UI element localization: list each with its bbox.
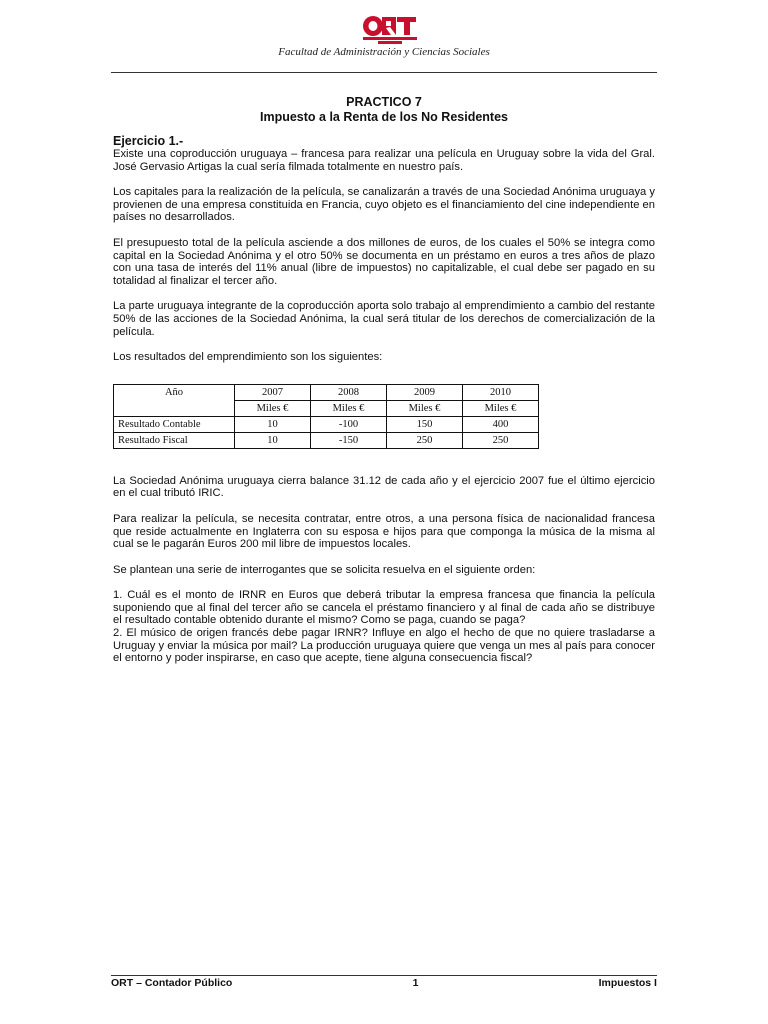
table-unit: Miles € xyxy=(387,400,463,416)
question-item: 1. Cuál es el monto de IRNR en Euros que deberá tributar la empresa francesa que financia la película suponiendo que al final del tercer año se cancela el préstamo financiero y al final de cada año se distribuye el resultado contable obtenido durante el mismo? Como se paga, cuando se paga? xyxy=(113,589,655,627)
table-year: 2007 xyxy=(235,384,311,400)
table-unit: Miles € xyxy=(463,400,539,416)
paragraph-capital: Los capitales para la realización de la película, se canalizarán a través de una Sociedad Anónima uruguaya y provienen de una empresa constituida en Francia, cuyo objeto es el financiamiento del cine independiente en países no desarrollados. xyxy=(113,186,655,224)
page-footer xyxy=(111,975,657,989)
ort-logo xyxy=(360,14,420,46)
table-cell: 10 xyxy=(235,416,311,432)
paragraph-budget: El presupuesto total de la película asciende a dos millones de euros, de los cuales el 50% se integra como capital en la Sociedad Anónima y el otro 50% se documenta en un préstamo en euros a tres años de plazo con una tasa de interés del 11% anual (libre de impuestos) no capitalizable, el cual debe ser pagado en su totalidad al finalizar el tercer año. xyxy=(113,236,655,287)
paragraph-musician: Para realizar la película, se necesita contratar, entre otros, a una persona física de nacionalidad francesa que reside actualmente en Inglaterra con su esposa e hijos para que componga la música de la misma al cual se le pagarán Euros 200 mil libre de impuestos locales. xyxy=(113,512,655,551)
paragraph-questions-intro: Se plantean una serie de interrogantes que se solicita resuelva en el siguiente orden: xyxy=(113,563,536,576)
table-year: 2010 xyxy=(463,384,539,400)
paragraph-results-intro: Los resultados del emprendimiento son los siguientes: xyxy=(113,351,383,364)
table-unit: Miles € xyxy=(235,400,311,416)
footer-right: Impuestos I xyxy=(598,977,657,989)
paragraph-balance: La Sociedad Anónima uruguaya cierra balance 31.12 de cada año y el ejercicio 2007 fue el último ejercicio en el cual tributó IRIC. xyxy=(113,474,655,500)
table-cell: -150 xyxy=(311,432,387,448)
table-cell: 10 xyxy=(235,432,311,448)
paragraph-uruguayan-part: La parte uruguaya integrante de la coproducción aporta solo trabajo al emprendimiento a cambio del restante 50% de las acciones de la Sociedad Anónima, la cual será titular de los derechos de comercialización de la película. xyxy=(113,300,655,338)
footer-left: ORT – Contador Público xyxy=(111,977,233,989)
practice-title: PRACTICO 7 xyxy=(346,95,422,109)
question-item: 2. El músico de origen francés debe pagar IRNR? Influye en algo el hecho de que no quiere trasladarse a Uruguay y enviar la música por mail? La producción uruguaya quiere que venga un mes al país para conocer el entorno y poder inspirarse, en caso que acepte, tiene alguna consecuencia fiscal? xyxy=(113,627,655,665)
table-year: 2009 xyxy=(387,384,463,400)
practice-subtitle: Impuesto a la Renta de los No Residentes xyxy=(260,110,508,124)
results-table xyxy=(113,384,539,449)
table-cell: -100 xyxy=(311,416,387,432)
table-cell: 250 xyxy=(387,432,463,448)
page-number: 1 xyxy=(412,977,419,989)
table-cell: 150 xyxy=(387,416,463,432)
table-header-year: Año xyxy=(114,384,235,400)
table-cell: 400 xyxy=(463,416,539,432)
document-body xyxy=(113,95,655,665)
questions-list xyxy=(113,589,655,665)
table-row-label: Resultado Contable xyxy=(114,416,235,432)
table-row-label: Resultado Fiscal xyxy=(114,432,235,448)
paragraph-coproduction: Existe una coproducción uruguaya – francesa para realizar una película en Uruguay sobre la vida del Gral. José Gervasio Artigas la cual sería filmada totalmente en nuestro país. xyxy=(113,148,655,173)
table-cell: 250 xyxy=(463,432,539,448)
faculty-name: Facultad de Administración y Ciencias Sociales xyxy=(278,46,490,58)
header-rule xyxy=(111,72,657,73)
table-empty-cell xyxy=(114,400,235,416)
table-unit: Miles € xyxy=(311,400,387,416)
exercise-title: Ejercicio 1.- xyxy=(113,134,184,148)
table-year: 2008 xyxy=(311,384,387,400)
